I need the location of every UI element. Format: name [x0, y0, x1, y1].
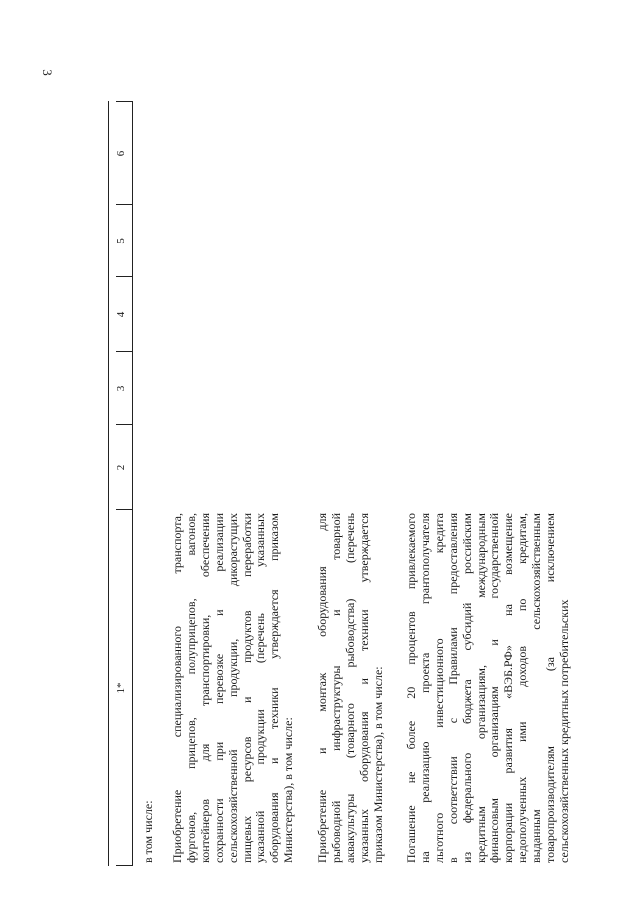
text-line: пищевых ресурсов и продуктов переработки: [239, 513, 254, 863]
text-line: льготного инвестиционного кредита: [431, 513, 446, 863]
text-line: в соответствии с Правилами предоставления: [445, 513, 460, 863]
row-aquaculture-equipment: [316, 513, 386, 863]
text-line: приказом Министерства), в том числе:: [370, 666, 385, 863]
text-line: фургонов, прицепов, полуприцепов, вагонов,: [183, 513, 198, 863]
text-line: контейнеров для транспортировки, обеспечения: [197, 513, 212, 863]
text-line: недополученных ими доходов по кредитам,: [515, 513, 530, 863]
column-header-2: 2: [115, 464, 127, 471]
text-line: указанных оборудования и техники утверждается: [356, 513, 371, 863]
text-line: выданным сельскохозяйственным: [529, 513, 544, 863]
row-loan-repayment: [405, 513, 572, 863]
text-line: указанной продукции (перечень указанных: [253, 513, 268, 863]
column-header-6: 6: [115, 150, 127, 157]
text-line: товаропроизводителям (за исключением: [543, 513, 558, 863]
text-line: рыбоводной инфраструктуры и товарной: [328, 513, 343, 863]
text-line: сельскохозяйственной продукции, дикорастущих: [225, 513, 240, 863]
text-line: кредитным организациям, международным: [473, 513, 488, 863]
text-line: на реализацию проекта грантополучателя: [417, 513, 432, 863]
text-line: из федерального бюджета субсидий российским: [459, 513, 474, 863]
text-line: сохранности при перевозке и реализации: [211, 513, 226, 863]
column-header-4: 4: [115, 311, 127, 318]
text-line: Приобретение специализированного транспорта,: [170, 513, 184, 863]
row-v-tom-chisle: [142, 513, 156, 863]
text-line: сельскохозяйственных кредитных потребительских: [556, 599, 571, 863]
rotated-table: [0, 150, 639, 905]
text-line: финансовым организациям и государственной: [487, 513, 502, 863]
table-top-rule: [132, 101, 133, 866]
column-header-5: 5: [115, 238, 127, 244]
text-line: Министерства), в том числе:: [281, 717, 296, 863]
text-line: корпорации развития «ВЭБ.РФ» на возмещение: [501, 513, 516, 863]
text-line: Приобретение и монтаж оборудования для: [315, 513, 329, 863]
text-line: аквакультуры (товарного рыбоводства) (перечень: [342, 513, 357, 863]
page-number: 3: [39, 69, 55, 76]
column-header-3: 3: [115, 385, 127, 392]
text-line: Погашение не более 20 процентов привлекаемого: [404, 513, 418, 863]
text-line: в том числе:: [141, 800, 155, 863]
row-specialized-transport: [171, 513, 296, 863]
text-line: оборудования и техники утверждается приказом: [267, 513, 282, 863]
table-header-rule: [108, 101, 109, 866]
column-header-1: 1*: [115, 682, 127, 694]
